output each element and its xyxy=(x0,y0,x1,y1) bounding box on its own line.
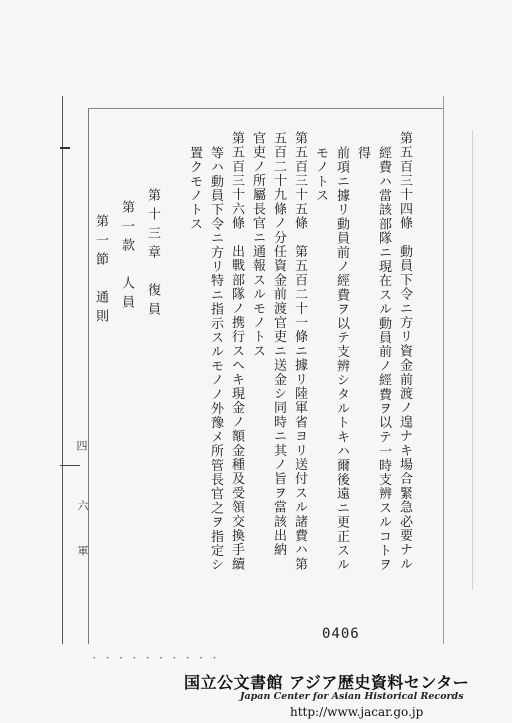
frame-line-top xyxy=(88,108,444,109)
text-column-3: 得 xyxy=(355,146,370,161)
text-column-8: 官吏ノ所屬長官ニ通報スルモノトス xyxy=(250,131,265,359)
text-column-10: 等ハ動員下令ニ方リ特ニ指示スルモノノ外豫メ所管長官之ヲ指定シ xyxy=(208,146,223,572)
text-column-2: 經費ハ當該部隊ニ現在スル動員前ノ經費ヲ以テ一時支辨スルコトヲ xyxy=(376,146,391,572)
text-column-9: 第五百三十六條 出戰部隊ノ携行スヘキ現金ノ額金種及受領交換手續 xyxy=(229,131,244,572)
section-heading: 第一款 人員 xyxy=(119,200,134,314)
frame-line-outer xyxy=(62,96,63,644)
archive-url: http://www.jacar.go.jp xyxy=(290,705,424,719)
margin-page-marker: 四 xyxy=(75,440,88,451)
margin-tick xyxy=(60,465,80,466)
margin-fragment: 軍 xyxy=(76,545,89,556)
text-column-4: 前項ニ據リ動員前ノ經費ヲ以テ支辨シタルトキハ爾後遠ニ更正スル xyxy=(334,146,349,572)
archive-name-en: Japan Center for Asian Historical Records xyxy=(240,691,464,702)
text-column-6: 第五百三十五條 第五百二十一條ニ據リ陸軍省ヨリ送付スル諸費ハ第 xyxy=(292,131,307,572)
chapter-heading: 第十三章 復員 xyxy=(145,188,160,321)
archive-name: 国立公文書館 アジア歴史資料センター xyxy=(184,673,470,692)
frame-line-right xyxy=(443,96,444,644)
margin-fragment: 六 xyxy=(76,500,89,511)
text-column-5: モノトス xyxy=(313,146,328,203)
subsection-heading: 第一節 通則 xyxy=(93,214,108,328)
text-column-7: 五百二十九條ノ分任資金前渡官吏ニ送金シ同時ニ其ノ旨ヲ當該出納 xyxy=(271,131,286,557)
text-column-1: 第五百三十四條 動員下令ニ方リ資金前渡ノ遑ナキ場合緊急必要ナル xyxy=(397,131,412,572)
margin-tick xyxy=(60,147,70,149)
frame-line-inner xyxy=(88,108,89,644)
page-edge-line xyxy=(472,130,473,590)
text-column-11: 置クモノトス xyxy=(187,146,202,232)
bottom-dots: ･ ･ ･ ･ ･ ･ ･ ･ ･ ･ xyxy=(92,654,220,664)
page-code: 0406 xyxy=(322,626,360,642)
